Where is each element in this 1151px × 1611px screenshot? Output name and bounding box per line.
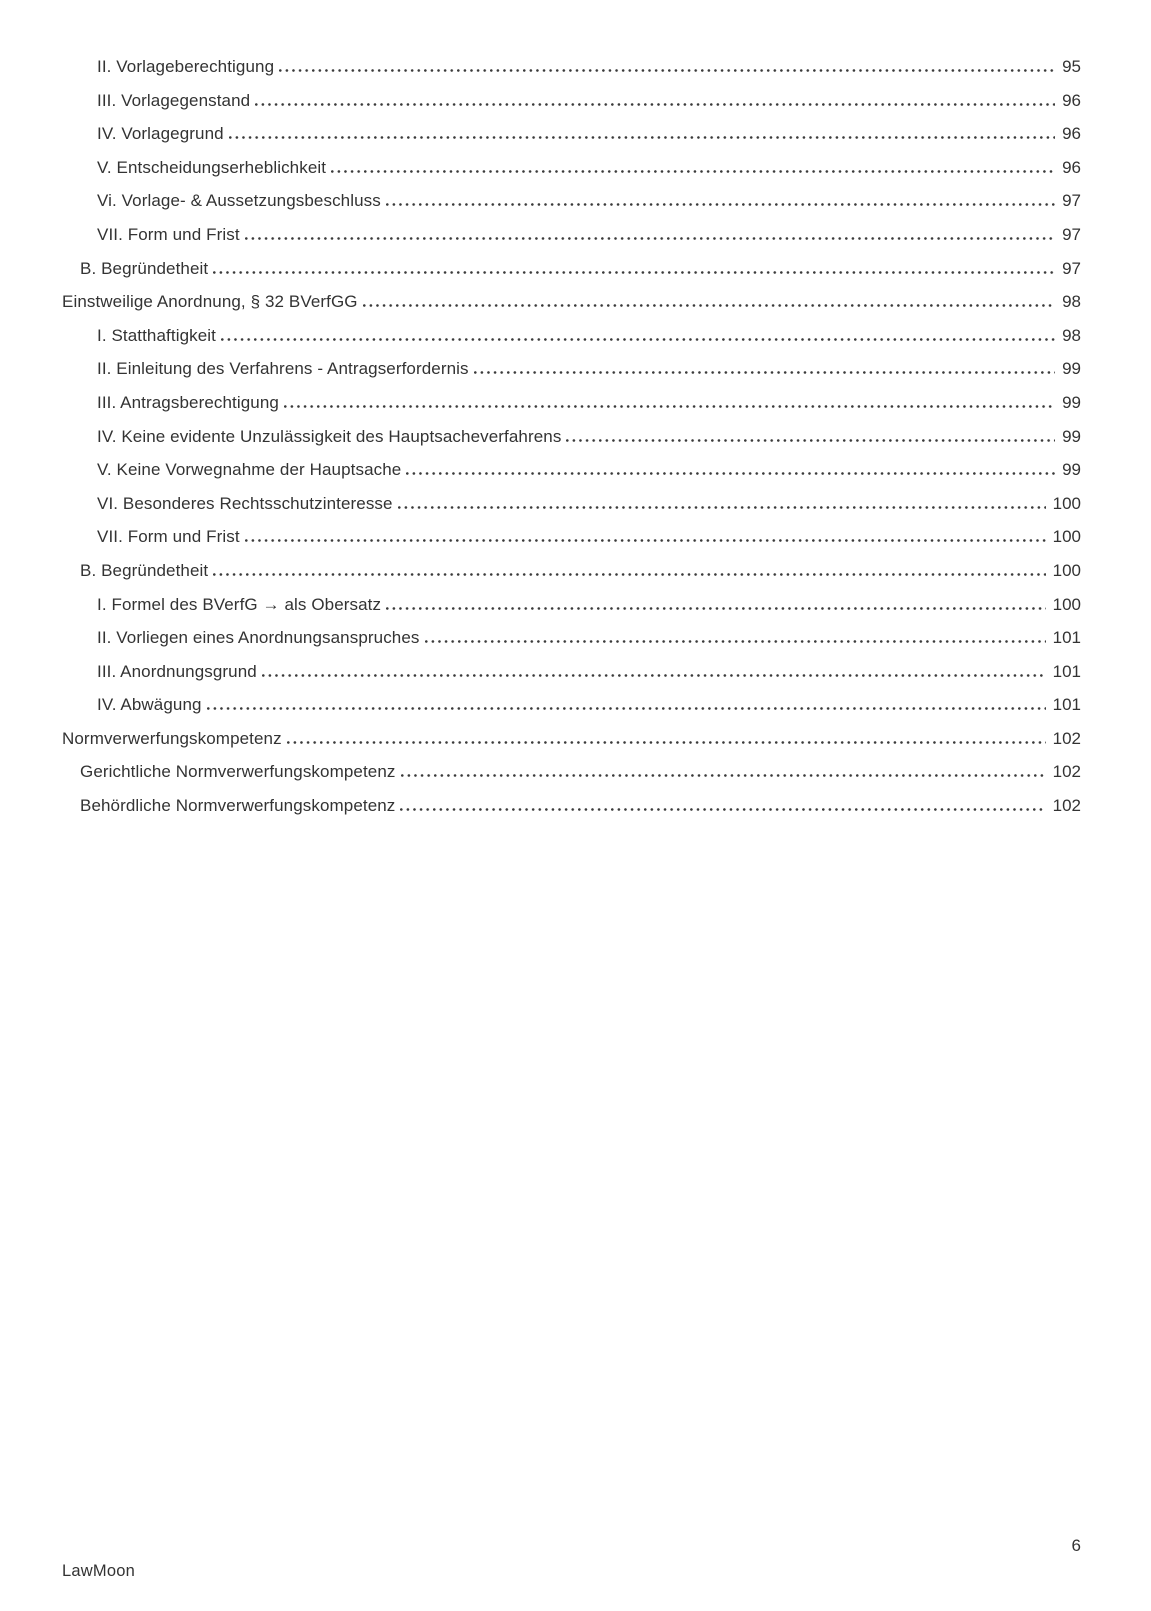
toc-entry-label: III. Vorlagegenstand [97, 90, 251, 110]
toc-entry-page: 102 [1052, 728, 1081, 748]
toc-entry-label: B. Begründetheit [80, 560, 209, 580]
toc-entry-page: 98 [1062, 292, 1081, 312]
toc-dot-leader [401, 774, 1046, 777]
toc-entry[interactable] [62, 124, 1081, 158]
toc-entry-page: 102 [1052, 796, 1081, 816]
toc-entry-label: I. Statthaftigkeit [97, 325, 216, 345]
toc-dot-leader [255, 103, 1055, 106]
toc-entry[interactable] [62, 494, 1081, 528]
toc-dot-leader [566, 439, 1055, 442]
toc-dot-leader [279, 69, 1055, 72]
toc-entry-label: VI. Besonderes Rechtsschutzinteresse [97, 493, 393, 513]
toc-entry[interactable] [62, 326, 1081, 360]
toc-dot-leader [262, 674, 1046, 677]
toc-entry[interactable] [62, 292, 1081, 326]
toc-entry-label: IV. Abwägung [97, 695, 202, 715]
toc-entry-label: II. Vorlageberechtigung [97, 57, 275, 76]
footer-page-number: 6 [1071, 1536, 1081, 1555]
toc-entry-label: I. Formel des BVerfG → als Obersatz [97, 594, 382, 614]
toc-entry-page: 98 [1062, 325, 1081, 345]
toc-entry[interactable] [62, 561, 1081, 595]
toc-dot-leader [287, 741, 1046, 744]
toc-entry-page: 97 [1062, 258, 1081, 278]
toc-entry-label: Gerichtliche Normverwerfungskompetenz [80, 762, 396, 782]
toc-entry[interactable] [62, 762, 1081, 796]
toc-entry[interactable] [62, 695, 1081, 729]
toc-entry[interactable] [62, 91, 1081, 125]
toc-entry-label: II. Einleitung des Verfahrens - Antragserfordernis [97, 359, 469, 379]
toc-dot-leader [425, 640, 1046, 643]
table-of-contents [62, 57, 1081, 830]
footer-brand: LawMoon [62, 1562, 135, 1580]
toc-entry[interactable] [62, 427, 1081, 461]
toc-entry[interactable] [62, 259, 1081, 293]
toc-dot-leader [331, 170, 1055, 173]
toc-entry-label: B. Begründetheit [80, 258, 209, 278]
toc-entry-page: 99 [1062, 460, 1081, 480]
toc-entry-label: V. Entscheidungserheblichkeit [97, 157, 327, 177]
toc-dot-leader [221, 338, 1055, 341]
toc-dot-leader [213, 271, 1055, 274]
toc-entry[interactable] [62, 729, 1081, 763]
toc-entry-label: Normverwerfungskompetenz [62, 728, 282, 748]
toc-dot-leader [386, 607, 1046, 610]
toc-entry-page: 96 [1062, 157, 1081, 177]
toc-entry[interactable] [62, 796, 1081, 830]
toc-dot-leader [213, 573, 1045, 576]
toc-entry-page: 96 [1062, 90, 1081, 110]
toc-entry-page: 100 [1052, 527, 1081, 547]
toc-entry-page: 100 [1052, 493, 1081, 513]
toc-entry-label: VII. Form und Frist [97, 527, 240, 547]
toc-entry-page: 101 [1052, 628, 1081, 648]
toc-dot-leader [207, 707, 1046, 710]
toc-entry-label: VII. Form und Frist [97, 224, 240, 244]
toc-entry[interactable] [62, 527, 1081, 561]
toc-entry-label: Einstweilige Anordnung, § 32 BVerfGG [62, 292, 358, 312]
toc-entry-label: V. Keine Vorwegnahme der Hauptsache [97, 460, 402, 480]
toc-dot-leader [229, 136, 1055, 139]
toc-entry[interactable] [62, 57, 1081, 91]
toc-dot-leader [400, 808, 1045, 811]
toc-entry-page: 95 [1062, 57, 1081, 76]
toc-entry-label: II. Vorliegen eines Anordnungsanspruches [97, 628, 420, 648]
toc-entry[interactable] [62, 595, 1081, 629]
toc-entry-label: Behördliche Normverwerfungskompetenz [80, 796, 396, 816]
toc-entry-page: 101 [1052, 695, 1081, 715]
toc-entry[interactable] [62, 359, 1081, 393]
toc-entry-label: IV. Keine evidente Unzulässigkeit des Hauptsacheverfahrens [97, 426, 562, 446]
toc-entry-page: 97 [1062, 224, 1081, 244]
toc-entry-page: 99 [1062, 426, 1081, 446]
toc-entry-page: 99 [1062, 359, 1081, 379]
toc-entry-label: IV. Vorlagegrund [97, 124, 224, 144]
toc-entry-label: III. Anordnungsgrund [97, 661, 257, 681]
toc-entry-page: 97 [1062, 191, 1081, 211]
toc-dot-leader [406, 472, 1055, 475]
toc-dot-leader [386, 203, 1055, 206]
toc-entry[interactable] [62, 191, 1081, 225]
toc-dot-leader [398, 506, 1046, 509]
toc-entry-label: III. Antragsberechtigung [97, 392, 279, 412]
toc-entry-page: 101 [1052, 661, 1081, 681]
toc-entry[interactable] [62, 460, 1081, 494]
toc-dot-leader [284, 405, 1055, 408]
toc-dot-leader [245, 539, 1046, 542]
toc-entry[interactable] [62, 662, 1081, 696]
toc-dot-leader [363, 304, 1055, 307]
toc-entry-label: Vi. Vorlage- & Aussetzungsbeschluss [97, 191, 381, 211]
toc-entry-page: 100 [1052, 560, 1081, 580]
toc-entry-page: 102 [1052, 762, 1081, 782]
toc-entry[interactable] [62, 158, 1081, 192]
toc-entry-page: 100 [1052, 594, 1081, 614]
toc-entry[interactable] [62, 393, 1081, 427]
toc-dot-leader [245, 237, 1055, 240]
toc-dot-leader [474, 371, 1055, 374]
toc-entry[interactable] [62, 225, 1081, 259]
toc-entry-page: 99 [1062, 392, 1081, 412]
toc-entry[interactable] [62, 628, 1081, 662]
toc-entry-page: 96 [1062, 124, 1081, 144]
